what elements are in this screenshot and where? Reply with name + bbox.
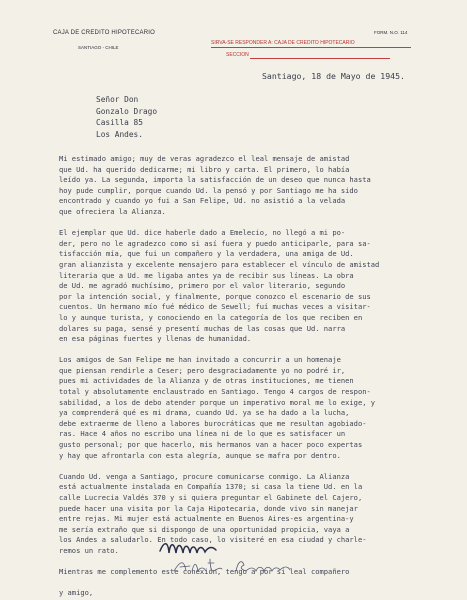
body-line: en esa páginas fuertes y llenas de humanidad. [59, 334, 252, 344]
body-line: que piensan rendirle a Ceser; pero desgraciadamente yo no podré ir, [59, 365, 346, 375]
letterhead-city: SANTIAGO - CHILE [78, 45, 119, 50]
body-line: entre rejas. Mi mujer está actualmente en Buenos Aires-es argentina-y [59, 514, 354, 524]
body-line: que Ud. ha querido dedicarme; mi libro y carta. El primero, lo había [59, 164, 350, 174]
section-label: SECCION [226, 52, 249, 58]
recipient-block [96, 94, 157, 140]
handwritten-signature [150, 533, 310, 578]
reply-instruction: SIRVA-SE RESPONDER A: CAJA DE CREDITO HIPOTECARIO [211, 40, 355, 46]
body-line: gusto personal; por que hacerlo, mis hermanos van a hacer poco expertas [59, 440, 363, 450]
body-line: y hay que afrontarla con esta alegría, aunque se mafra por dentro. [59, 450, 341, 460]
body-line: encontrado y cuando yo fui a San Felipe, Ud. no asistió a la velada [59, 196, 346, 206]
body-line: lo y aunque turista, y conociendo en la categoría de los que reciben en [59, 312, 363, 322]
body-line: los Andes a saludarlo. En todo caso, lo visiteré en esa ciudad y charle- [59, 535, 367, 545]
recipient-line: Gonzalo Drago [96, 106, 158, 116]
body-line: sabilidad, a los de debo atender porque un imperativo moral me lo exige, y [59, 397, 376, 407]
body-line [59, 578, 459, 589]
letter-date: Santiago, 18 de Mayo de 1945. [262, 71, 405, 81]
body-line [59, 345, 459, 356]
body-line: Mi estimado amigo; muy de veras agradezco el leal mensaje de amistad [59, 154, 350, 163]
body-line [59, 461, 459, 472]
body-line: dolares su paga, sensé y presentí muchas de las cosas que Ud. narra [59, 323, 346, 333]
recipient-line: Señor Don [96, 95, 139, 104]
body-line: debe extraerme de lleno a labores burocráticas que me resultan agobiado- [59, 418, 367, 428]
body-line: ya comprenderá qué es mi drama, cuando Ud. ya se ha dado a la lucha, [59, 408, 350, 418]
body-line: El ejemplar que Ud. dice haberle dado a Emelecio, no llegó a mi po- [59, 228, 346, 238]
body-line: leído ya. La segunda, importa la satisfacción de un deseo que nunca hasta [59, 175, 371, 185]
body-line: total y absolutamente enclaustrado en Santiago. Tengo 4 cargos de respon- [59, 387, 371, 397]
body-line: está actualmente instalada en Compañía 1370; si casa la tiene Ud. en la [59, 482, 363, 492]
body-line: me sería extraño que si dispongo de una oportunidad propicia, vaya a [59, 524, 350, 534]
body-line: Cuando Ud. venga a Santiago, procure comunicarse conmigo. La Alianza [59, 471, 350, 481]
reply-rule [211, 47, 411, 48]
body-line: puede hacer una visita por la Caja Hipotecaria, donde vivo sin manejar [59, 503, 358, 513]
body-line: de Ud. me agradó muchísimo, primero por el valor literario, segundo [59, 281, 346, 291]
body-line: remos un rato. [59, 545, 119, 555]
body-line: Los amigos de San Felipe me han invitado a concurrir a un homenaje [59, 355, 341, 365]
body-line: cuentos. Un hermano mío fué médico de Sewell; fuí muchas veces a visitar- [59, 302, 371, 312]
body-line: pues mi actividades de la Alianza y de otras instituciones, me tienen [59, 376, 354, 386]
body-line [59, 218, 459, 229]
section-rule [250, 58, 390, 59]
body-line: por la intención social, y finalmente, porque conozco el escenario de sus [59, 291, 371, 301]
body-line: y amigo, [59, 588, 94, 598]
body-line: ras. Hace 4 años no escribo una línea ni de lo que es satisfacer un [59, 429, 346, 439]
body-line: literaria que a Ud. me ligaba antes ya de recibir sus líneas. La obra [59, 270, 354, 280]
letterhead-organization: CAJA DE CREDITO HIPOTECARIO [53, 30, 155, 36]
body-line: Mientras me complemento este conexión, tengo a por si leal compañero [59, 567, 350, 577]
body-line: der, pero no le agradezco como si así fuera y puedo anticiparle, para sa- [59, 238, 371, 248]
recipient-line: Casilla 85 [96, 118, 143, 127]
body-line: gran alianzista y excelente mensajero para establecer el vínculo de amistad [59, 259, 380, 269]
body-line: que ofreciera la Alianza. [59, 206, 166, 216]
body-line: tisfacción mía, que fui un compañero y la verdadera, una amiga de Ud. [59, 249, 354, 259]
form-number: FORM. N.O. 114 [374, 30, 408, 35]
recipient-line: Los Andes. [96, 129, 143, 139]
body-line: calle Lucrecia Valdés 370 y si quiera preguntar el Gabinete del Cajero, [59, 493, 363, 502]
body-line: hoy pude cumplir, porque cuando Ud. la pensó y por Santiago me ha sido [59, 185, 358, 195]
